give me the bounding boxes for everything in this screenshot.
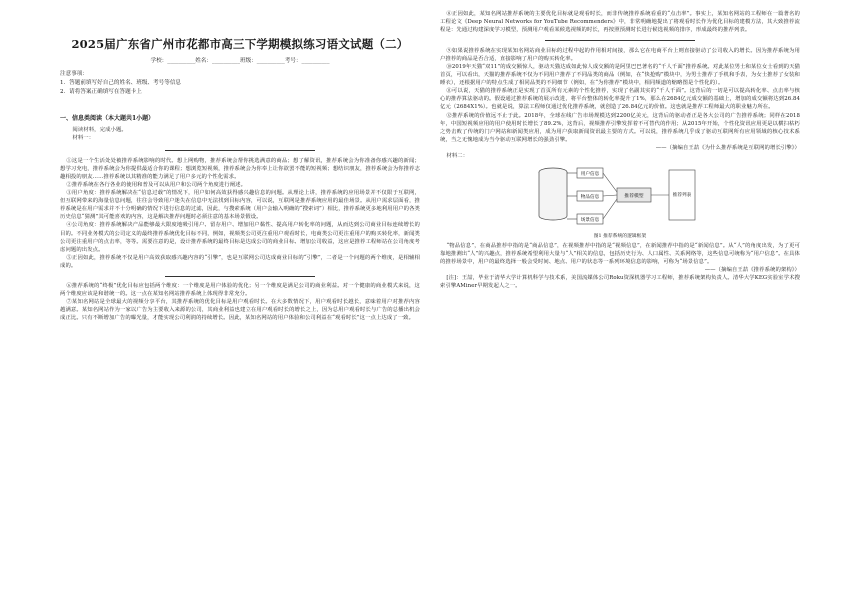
notes-block [60, 70, 420, 97]
framework-figure [440, 162, 800, 230]
student-info-line: 学校：__________姓名：__________班级：__________考号：__________ [150, 58, 330, 64]
figure-caption: 图1 推荐系统的逻辑框架 [593, 233, 647, 239]
page-title: 2025届广东省广州市花都市高三下学期模拟练习语文试题（二） [71, 37, 409, 51]
paragraph-2: ②推荐系统在各行各业的使用和普及可以从用户和公司两个角度进行阐述。 [66, 182, 247, 189]
left-column [60, 126, 420, 322]
paragraph-1: ①这是一个生活处处被推荐系统影响的时代。想上网购物，推荐系统会帮你挑选满意的商品；想了解资讯，推荐系统会为你准备你感兴趣的新闻；想学习充电，推荐系统会为你提供最适合你的课程；想浏览短视频，推荐系统会为你奉上让你欲罢不能的短视频；想结识朋友，推荐系统会为你推荐志趣相投的朋友……推荐系统以其精准的能力满足了用户多元的个性化需求。 [60, 158, 420, 181]
paragraph-4: ④公司角度：推荐系统解决产品能够最大限度地吸引用户、留存用户、增加用户黏性、提高用户转化率的问题，从而达到公司商业目标连续增长的目的。不同业务模式的公司定义的最终推荐系统优化目标不同，例如，视频类公司更注重用户观看时长，电商类公司更注重用户的购买转化率，新闻类公司更注重用户的点击率，等等。需要注意的是，设计推荐系统的最终目标是达成公司的商业目标、增加公司收益，这应是推荐工程师站在公司角度考虑问题的出发点。 [60, 222, 420, 253]
paragraph-3: ③用户角度：推荐系统解决在“信息过载”的情况下，用户如何高效获得感兴趣信息的问题。从理论上讲，推荐系统的应用场景并不仅限于互联网，但互联网带来的海量信息问题，往往会导致用户迷失在信息中无法找到目标内容，可以说，互联网是推荐系统应用的最佳场景。从用户需求层面看，推荐系统是在用户需求并不十分明确的情况下进行信息的过滤，因此，与搜索系统（用户会输入明确的“搜索词”）相比，推荐系统更多地利用用户的各类历史信息“猜测”其可能喜欢的内容，这是解决推荐问题时必须注意的基本场景假设。 [60, 190, 420, 221]
paragraph-12: ⑫推荐系统的价值远不止于此。2018年，全球在线广告市场规模达到2200亿美元，这背后的驱动者正是各大公司的广告推荐系统；同样在2018年，中国短视频应用的用户使用时长增长了89.2%，这背后，视频推荐引擎发挥着不可替代的作用；从2015年开始，个性化资讯应用更是以横扫枯朽之势击败了传统的门户网站和新闻类应用，成为用户获取新闻资讯最主要的方式。可以说，推荐系统几乎成了驱动互联网所有应用领域的核心技术系统，当之无愧地成为当今驱动互联网增长的强劲引擎。 [440, 112, 800, 143]
paragraph-10: ⑩2019年天猫“双11”的成交额惊人，驱动天猫达成如此惊人成交额的是阿里巴巴著名的“千人千面”推荐系统。对此某位男士和某位女士看到的天猫首页，可以看出，天猫的推荐系统不仅为不同用户推荐了不同品类的商品（例如，在“快抢购”模块中，为男士推荐了手机和手表，为女士推荐了女装和睡衣），还根据用户的特点生成了相同品类的不同细节（例如，在“为你推荐”模块中，相同频道的缩略图是个性化的）。 [440, 64, 800, 87]
paragraph-7: ⑦某知名网站是全球最大的视频分享平台，其推荐系统的优化目标是用户观看时长。在大多数情况下，用户观看时长越长，意味着用户对推荐内容越满意。某知名网站作为一家以广告为主要收入来源的公司，其商业利益也建立在用户观看时长的增长之上，因为总用户观看时长与广告的总播出机会成正比。只有不断增加广告的曝光量，才能实现公司利润的持续增长。因此，某知名网站的用户体验和公司利益在“观看时长”这一点上达成了一致。 [60, 298, 420, 321]
note-item: 1．答题前填写好自己的姓名、班级、考号等信息 [60, 80, 182, 86]
database-icon [539, 168, 567, 220]
footnote: [注]：王喆，毕业于清华大学计算机科学与技术系，美国流媒体公司Roku资深机器学习工程师，推荐系统架构负责人。清华大学KEG实验室学术搜索引擎AMiner早期发起人之一。 [440, 274, 800, 290]
model-label: 推荐模型 [623, 193, 644, 199]
divider-line [165, 150, 315, 151]
paragraph-13: “物品信息”，在商品推荐中指的是“商品信息”，在视频推荐中指的是“视频信息”，在新闻推荐中指的是“新闻信息”。从“人”的角度出发，为了更可靠地推测出“人”的兴趣点，推荐系统希望利用大量与“人”相关的信息，包括历史行为、人口属性、关系网络等，这些信息可统称为“用户信息”。在具体的推荐场景中，用户的最终选择一般会受时间、地点、用户的状态等一系列环境信息的影响，可称为“场景信息”。 [440, 242, 800, 265]
paragraph-11: ⑪可以说，天猫的推荐系统正是实现了首页所有元素的个性化推荐，实现了名副其实的“千人千面”。这背后的一切是可以提高转化率、点击率与核心的推荐算法驱动的。假设通过推荐系统的展示改进，将平台整体的转化率提升了1%，那么在2684亿元成交额的基础上，增加的成交额将达到26.84亿元（2684X1%）。也就是说，算法工程师仅通过优化推荐系统，就创造了26.84亿元的价值。这也就是推荐工程师最大的职业魅力所在。 [440, 88, 800, 111]
result-list-label: 推荐列表 [672, 192, 691, 198]
paragraph-6: ⑥推荐系统的“终极”优化目标应包括两个维度：一个维度是用户体验的优化；另一个维度是满足公司的商业利益。对一个健康的商业模式来说，这两个维度应该是和谐统一的。这一点在某知名网站推荐系统上体现得非常充分。 [60, 282, 420, 297]
note-item: 2．请将答案正确填写在答题卡上 [60, 89, 142, 95]
divider-line [545, 40, 695, 41]
instruction-text: 阅读材料，完成小题。 [72, 127, 127, 133]
divider-line [165, 276, 315, 277]
right-column [440, 10, 800, 290]
item-info-label: 物品信息 [580, 194, 599, 200]
material1-label: 材料一： [72, 135, 95, 142]
paragraph-8: ⑧正因如此，某知名网站推荐系统的主要优化目标就是观看时长，而非传统推荐系统看重的“点击率”。事实上，某知名网站的工程师在一篇著名的工程论文《Deep Neural Networks for YouTube Recommenders》中，非常明确地提出了将观看时长作为优化目标的建模方法，其大致推荐流程是：先通过构建深度学习模型，预测用户观看某候选视频的时长，再按照预测时长进行候选视频的排序，形成最终的推荐列表。 [440, 11, 800, 34]
section-heading: 一、信息类阅读（本大题共1小题） [60, 115, 155, 122]
notes-heading: 注意事项： [60, 71, 88, 77]
material2-label: 材料二： [446, 152, 469, 159]
citation-1: ——（摘编自王喆《为什么推荐系统是互联网的增长引擎》） [655, 144, 800, 151]
scene-info-label: 场景信息 [580, 217, 599, 223]
citation-2: ——（摘编自王喆《推荐系统的架构》） [704, 266, 800, 273]
framework-diagram [533, 162, 708, 230]
paragraph-5: ⑤正因如此，推荐系统不仅是用户高效获取感兴趣内容的“引擎”，也是互联网公司达成商业目标的“引擎”，二者是一个问题的两个维度，是相辅相成的。 [60, 254, 420, 269]
user-info-label: 用户信息 [580, 171, 599, 177]
paragraph-9: ⑨如果说推荐系统在实现某知名网站商业目标的过程中起的作用相对间接，那么它在电商平台上则直接驱动了公司收入的增长。因为推荐系统为用户推荐的商品是否合适，直接影响了用户的购买转化率。 [440, 48, 800, 63]
